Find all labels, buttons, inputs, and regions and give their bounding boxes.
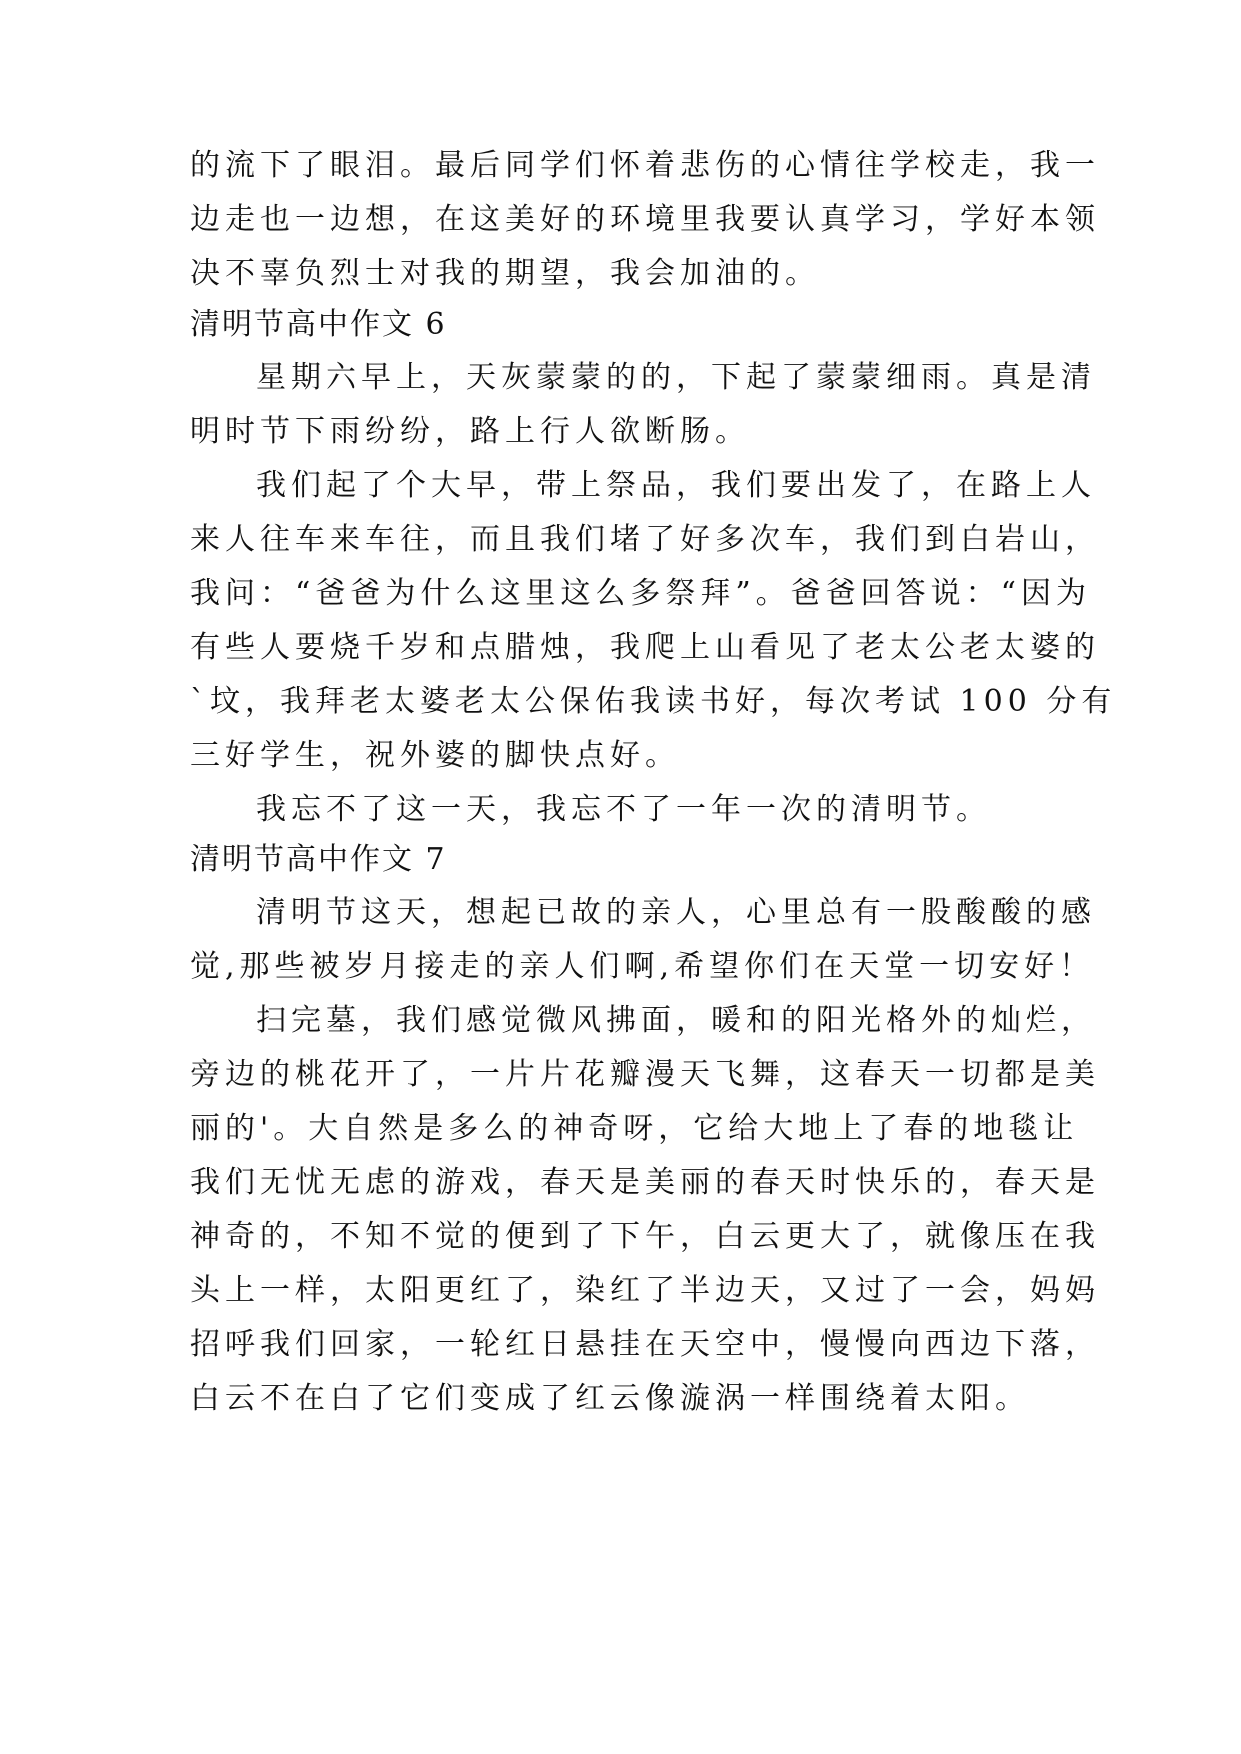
text-line: `坟，我拜老太婆老太公保佑我读书好，每次考试 100 分有 [190, 684, 1117, 719]
text-line: 丽的'。大自然是多么的神奇呀，它给大地上了春的地毯让 [190, 1111, 1079, 1146]
text-line: 旁边的桃花开了，一片片花瓣漫天飞舞，这春天一切都是美 [190, 1057, 1100, 1092]
paragraph-first-line: 扫完墓，我们感觉微风拂面，暖和的阳光格外的灿烂， [256, 1003, 1096, 1038]
text-line: 决不辜负烈士对我的期望，我会加油的。 [190, 256, 820, 291]
paragraph-first-line: 我们起了个大早，带上祭品，我们要出发了，在路上人 [256, 468, 1096, 503]
text-line: 招呼我们回家，一轮红日悬挂在天空中，慢慢向西边下落， [190, 1327, 1100, 1362]
text-line: 头上一样，太阳更红了，染红了半边天，又过了一会，妈妈 [190, 1273, 1100, 1308]
section-heading: 清明节高中作文 7 [190, 842, 447, 877]
text-line: 神奇的，不知不觉的便到了下午，白云更大了，就像压在我 [190, 1219, 1100, 1254]
text-line: 边走也一边想，在这美好的环境里我要认真学习，学好本领 [190, 202, 1100, 237]
text-line: 明时节下雨纷纷，路上行人欲断肠。 [190, 414, 750, 449]
text-line: 有些人要烧千岁和点腊烛，我爬上山看见了老太公老太婆的 [190, 630, 1100, 665]
section-heading: 清明节高中作文 6 [190, 307, 447, 342]
text-line: 我问：“爸爸为什么这里这么多祭拜”。爸爸回答说：“因为 [190, 576, 1092, 611]
document-page [190, 0, 1117, 1754]
paragraph-first-line: 我忘不了这一天，我忘不了一年一次的清明节。 [256, 792, 991, 827]
paragraph-first-line: 星期六早上，天灰蒙蒙的的，下起了蒙蒙细雨。真是清 [256, 360, 1096, 395]
text-line: 白云不在白了它们变成了红云像漩涡一样围绕着太阳。 [190, 1381, 1030, 1416]
paragraph-first-line: 清明节这天，想起已故的亲人，心里总有一股酸酸的感 [256, 895, 1096, 930]
text-line: 三好学生，祝外婆的脚快点好。 [190, 738, 680, 773]
text-line: 我们无忧无虑的游戏，春天是美丽的春天时快乐的，春天是 [190, 1165, 1100, 1200]
text-line: 来人往车来车往，而且我们堵了好多次车，我们到白岩山， [190, 522, 1100, 557]
text-line: 觉,那些被岁月接走的亲人们啊,希望你们在天堂一切安好！ [190, 949, 1095, 984]
text-line: 的流下了眼泪。最后同学们怀着悲伤的心情往学校走，我一 [190, 148, 1100, 183]
